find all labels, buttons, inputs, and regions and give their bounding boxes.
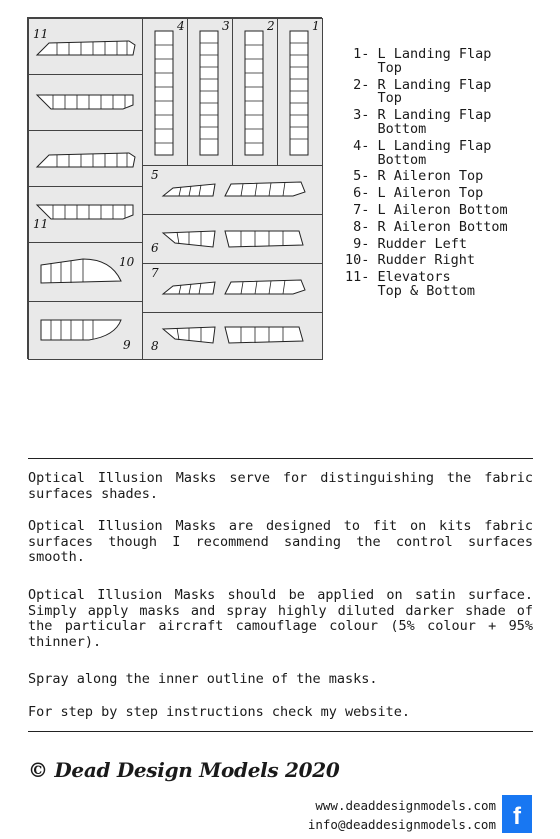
- email-link[interactable]: info@deaddesignmodels.com: [307, 817, 496, 832]
- mask-cell-rudder-left: [28, 301, 143, 360]
- aileron-mask-graphic: [143, 215, 322, 263]
- mask-cell-rudder-right: [28, 242, 143, 302]
- aileron-mask-graphic: [143, 264, 322, 312]
- brand-logo: © Dead Design Models 2020: [28, 758, 340, 782]
- legend-item: [345, 168, 508, 185]
- facebook-letter: f: [513, 803, 521, 830]
- legend-number: 3-: [353, 107, 370, 124]
- legend-item: [345, 138, 508, 155]
- label-11b: 11: [33, 217, 49, 231]
- mask-cell-flap-4: [142, 18, 188, 166]
- legend-subtext: Bottom: [377, 120, 427, 137]
- flap-mask-graphic: [143, 19, 187, 165]
- flap-mask-graphic: [278, 19, 322, 165]
- mask-cell-aileron-5: [142, 165, 323, 215]
- legend-item: [345, 219, 508, 236]
- mask-sheet: [27, 17, 322, 359]
- facebook-icon[interactable]: [502, 795, 532, 833]
- legend-text: L Landing Flap: [377, 137, 492, 154]
- legend-subtext: Top: [377, 59, 402, 76]
- aileron-mask-graphic: [143, 166, 322, 214]
- label-4: 4: [177, 19, 185, 33]
- mask-cell-flap-3: [187, 18, 233, 166]
- divider-bottom: [28, 731, 533, 732]
- mask-cell-elevator-3: [28, 130, 143, 187]
- legend-number: 10-: [345, 252, 370, 269]
- paragraph-intro: Optical Illusion Masks serve for distinguishing the fabric surfaces shades.: [28, 470, 533, 502]
- mask-cell-aileron-8: [142, 312, 323, 360]
- elevator-mask-graphic: [29, 75, 142, 130]
- legend-text: Elevators: [377, 269, 451, 286]
- flap-mask-graphic: [233, 19, 277, 165]
- legend-text: Rudder Right: [377, 252, 476, 269]
- legend-number: 7-: [353, 201, 370, 218]
- flap-mask-graphic: [188, 19, 232, 165]
- aileron-mask-graphic: [143, 313, 322, 359]
- legend-text: R Landing Flap: [377, 107, 492, 124]
- rudder-mask-graphic: [29, 243, 142, 301]
- paragraph-application: Optical Illusion Masks should be applied on satin surface. Simply apply masks and spray highly diluted darker shade of the particular aircraft camouflage colour (5% colour + 95% thinner).: [28, 587, 533, 650]
- mask-cell-aileron-7: [142, 263, 323, 313]
- legend-text: R Landing Flap: [377, 76, 492, 93]
- paragraph-instructions: For step by step instructions check my website.: [28, 704, 411, 720]
- elevator-mask-graphic: [29, 187, 142, 242]
- website-link[interactable]: www.deaddesignmodels.com: [315, 798, 496, 813]
- legend-text: L Aileron Top: [377, 185, 484, 202]
- mask-cell-aileron-6: [142, 214, 323, 264]
- paragraph-fit: Optical Illusion Masks are designed to fit on kits fabric surfaces though I recommend sanding the control surfaces smooth.: [28, 518, 533, 565]
- legend-item: [345, 185, 508, 202]
- legend-number: 5-: [353, 168, 370, 185]
- label-8: 8: [151, 339, 159, 353]
- label-10: 10: [119, 255, 135, 269]
- label-3: 3: [222, 19, 230, 33]
- legend-item: [345, 202, 508, 219]
- mask-cell-flap-2: [232, 18, 278, 166]
- legend-number: 4-: [353, 137, 370, 154]
- legend-number: 11-: [345, 269, 370, 286]
- paragraph-spray: Spray along the inner outline of the masks.: [28, 671, 378, 687]
- label-9: 9: [123, 338, 131, 352]
- mask-cell-elevator-4: [28, 186, 143, 243]
- legend-item: [345, 252, 508, 269]
- mask-cell-flap-1: [277, 18, 323, 166]
- legend-number: 1-: [353, 46, 370, 62]
- legend-subtext: Bottom: [377, 151, 427, 168]
- label-2: 2: [267, 19, 275, 33]
- label-1: 1: [312, 19, 320, 33]
- legend-text: R Aileron Bottom: [377, 218, 508, 235]
- legend-subtext: Top & Bottom: [377, 282, 476, 299]
- legend-subtext: Top: [377, 90, 402, 107]
- legend-number: 9-: [353, 235, 370, 252]
- legend-number: 8-: [353, 218, 370, 235]
- legend-number: 2-: [353, 76, 370, 93]
- mask-cell-elevator-1: [28, 18, 143, 75]
- divider-top: [28, 458, 533, 459]
- legend-item: [345, 46, 508, 63]
- legend-text: R Aileron Top: [377, 168, 484, 185]
- legend-item: [345, 77, 508, 94]
- label-6: 6: [151, 241, 159, 255]
- legend-text: L Landing Flap: [377, 46, 492, 62]
- parts-legend: [345, 46, 508, 300]
- label-5: 5: [151, 168, 159, 182]
- legend-item: [345, 236, 508, 253]
- legend-text: Rudder Left: [377, 235, 467, 252]
- legend-text: L Aileron Bottom: [377, 201, 508, 218]
- legend-number: 6-: [353, 185, 370, 202]
- mask-cell-elevator-2: [28, 74, 143, 131]
- elevator-mask-graphic: [29, 131, 142, 186]
- label-7: 7: [151, 266, 159, 280]
- legend-item: [345, 107, 508, 124]
- label-11a: 11: [33, 27, 49, 41]
